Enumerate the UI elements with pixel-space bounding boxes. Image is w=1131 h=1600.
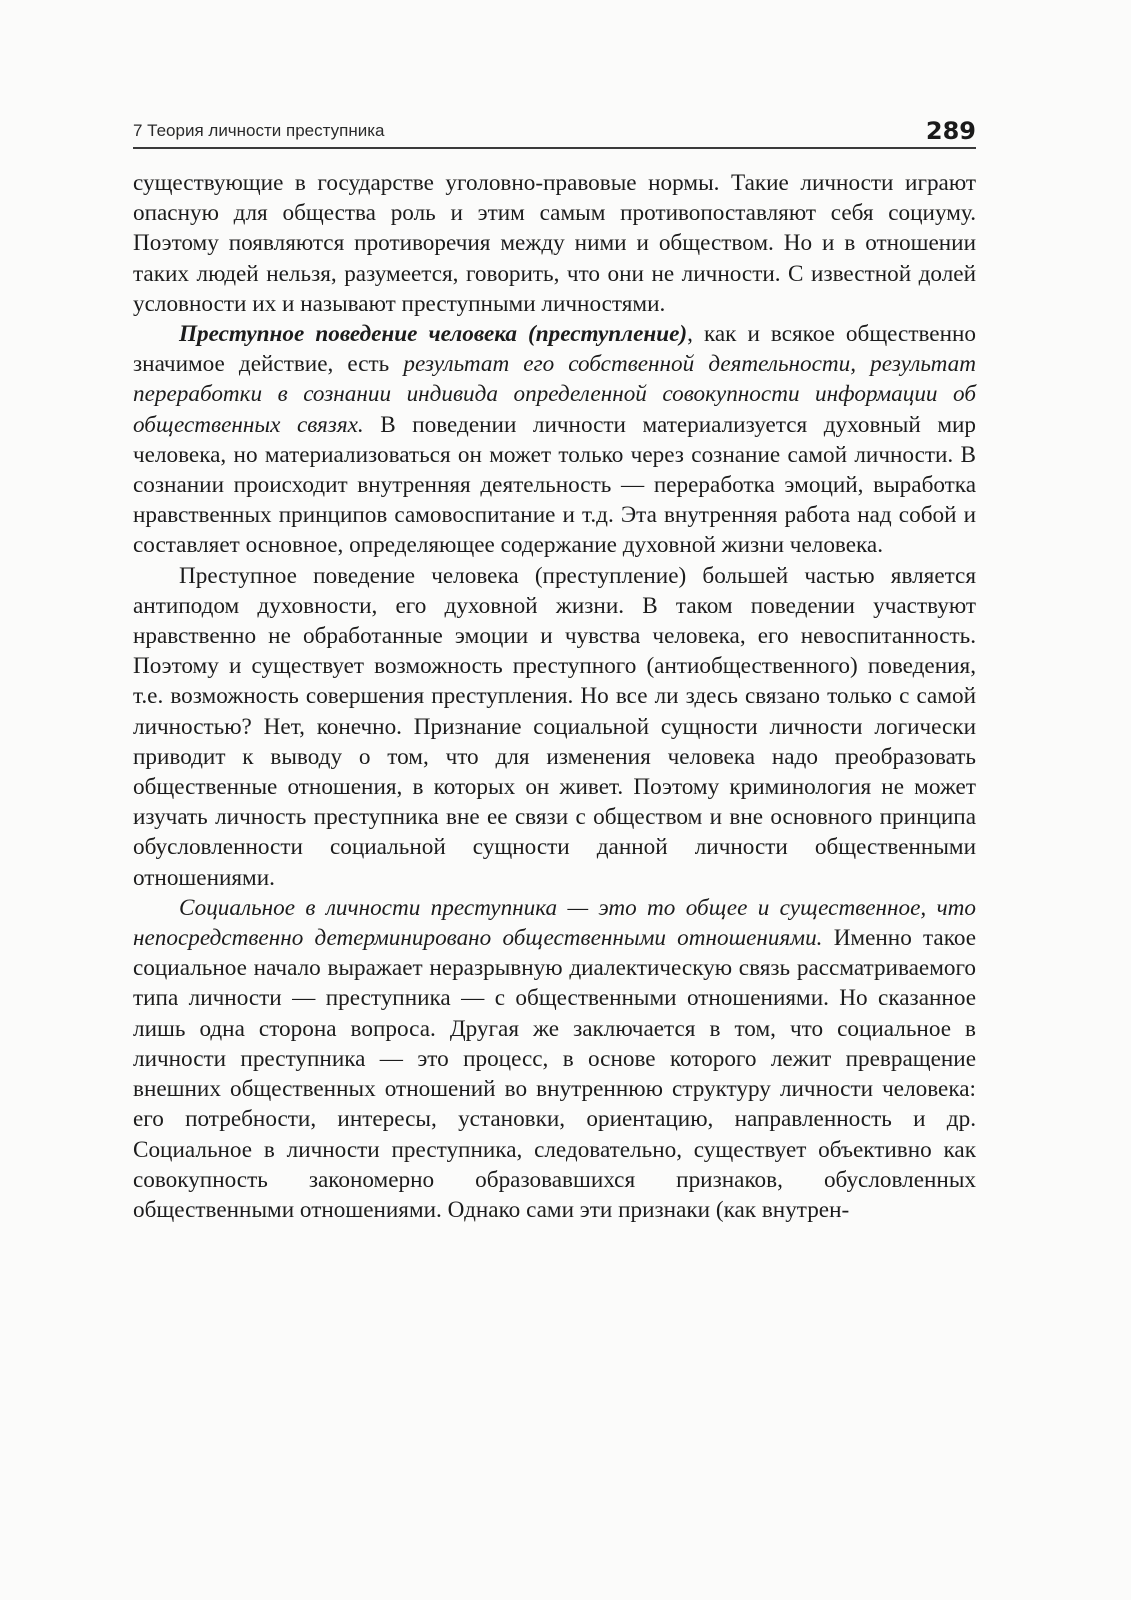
paragraph-2 xyxy=(133,319,976,561)
paragraph-4 xyxy=(133,893,976,1225)
page-header xyxy=(133,113,976,149)
body-text xyxy=(133,168,976,1225)
paragraph-2-lead-term: Преступное поведение человека (преступление) xyxy=(179,321,688,348)
paragraph-1 xyxy=(133,168,976,319)
paragraph-2-italic-definition: результат его собственной деятельности, результат переработки в сознании индивида определенной совокупности информации об общественных связях. xyxy=(133,351,977,438)
paragraph-2-text-1: , как и всякое общественно значимое действие, есть xyxy=(133,321,976,378)
paragraph-3-text: Преступное поведение человека (преступление) большей частью является антиподом духовности, его духовной жизни. В таком поведении участвуют нравственно не обработанные эмоции и чувства человека, его невоспитанность. Поэтому и существует возможность преступного (антиобщественного) поведения, т.е. возможность совершения преступления. Но все ли здесь связано только с самой личностью? Нет, конечно. Признание социальной сущности личности логически приводит к выводу о том, что для изменения человека надо преобразовать общественные отношения, в которых он живет. Поэтому криминология не может изучать личность преступника вне ее связи с обществом и вне основного принципа обусловленности социальной сущности данной личности общественными отношениями. xyxy=(133,562,976,891)
paragraph-3 xyxy=(133,561,976,893)
paragraph-4-italic-definition: Социальное в личности преступника — это то общее и существенное, что непосредственно детерминировано общественными отношениями. xyxy=(133,894,976,952)
paragraph-2-text-2: В поведении личности материализуется духовный мир человека, но материализоваться он может только через сознание самой личности. В сознании происходит внутренняя деятельность — переработка эмоций, выработка нравственных принципов самовоспитание и т.д. Эта внутренняя работа над собой и составляет основное, определяющее содержание духовной жизни человека. xyxy=(133,411,977,559)
paragraph-4-text: Именно такое социальное начало выражает неразрывную диалектическую связь рассматриваемого типа личности — преступника — с общественными отношениями. Но сказанное лишь одна сторона вопроса. Другая же заключается в том, что социальное в личности преступника — это процесс, в основе которого лежит превращение внешних общественных отношений во внутреннюю структуру личности человека: его потребности, интересы, установки, ориентацию, направленность и др. Социальное в личности преступника, следовательно, существует объективно как совокупность закономерно образовавшихся признаков, обусловленных общественными отношениями. Однако сами эти признаки (как внутрен- xyxy=(133,925,976,1223)
running-title: 7 Теория личности преступника xyxy=(133,121,385,140)
page-number: 289 xyxy=(925,117,976,145)
paragraph-1-text: существующие в государстве уголовно-правовые нормы. Такие личности играют опасную для общества роль и этим самым противопоставляют себя социуму. Поэтому появляются противоречия между ними и обществом. Но и в отношении таких людей нельзя, разумеется, говорить, что они не личности. С известной долей условности их и называют преступными личностями. xyxy=(133,170,976,317)
